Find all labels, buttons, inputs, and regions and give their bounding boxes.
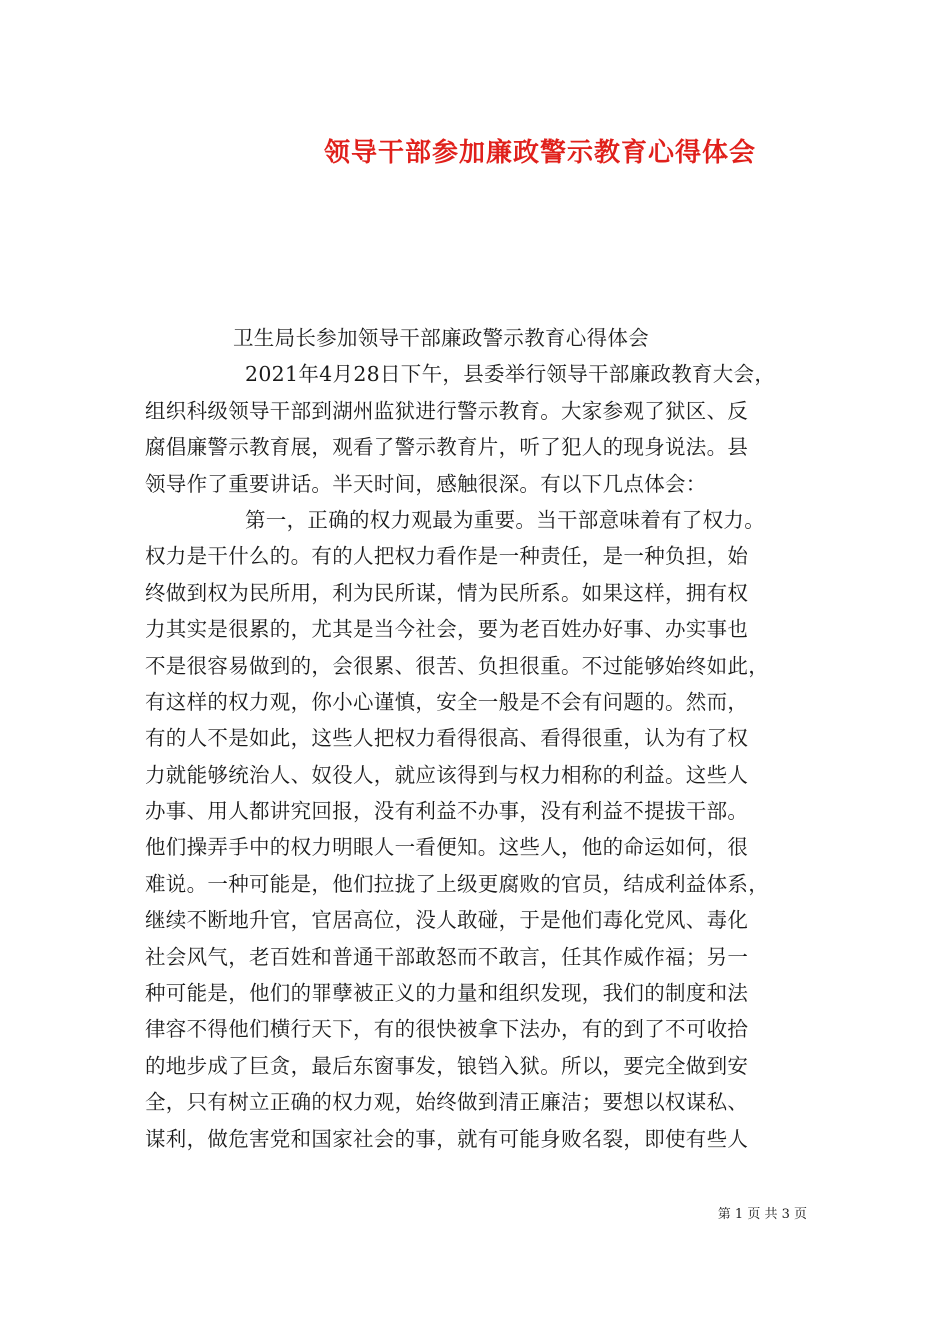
body-line: 律容不得他们横行天下，有的很快被拿下法办，有的到了不可收拾 (145, 1017, 749, 1042)
body-line: 继续不断地升官，官居高位，没人敢碰，于是他们毒化党风、毒化 (145, 908, 749, 933)
body-line: 领导作了重要讲话。半天时间，感触很深。有以下几点体会： (145, 471, 707, 496)
body-line: 第一，正确的权力观最为重要。当干部意味着有了权力。 (245, 507, 765, 532)
body-line: 办事、用人都讲究回报，没有利益不办事，没有利益不提拔干部。 (145, 799, 749, 824)
body-line: 有的人不是如此，这些人把权力看得很高、看得很重，认为有了权 (145, 726, 749, 751)
body-line: 组织科级领导干部到湖州监狱进行警示教育。大家参观了狱区、反 (145, 398, 749, 423)
body-line: 全，只有树立正确的权力观，始终做到清正廉洁；要想以权谋私、 (145, 1090, 749, 1115)
body-line: 力其实是很累的，尤其是当今社会，要为老百姓办好事、办实事也 (145, 617, 749, 642)
body-line: 种可能是，他们的罪孽被正义的力量和组织发现，我们的制度和法 (145, 981, 749, 1006)
body-line: 终做到权为民所用，利为民所谋，情为民所系。如果这样，拥有权 (145, 580, 749, 605)
body-line: 有这样的权力观，你小心谨慎，安全一般是不会有问题的。然而， (145, 689, 749, 714)
body-line: 腐倡廉警示教育展，观看了警示教育片，听了犯人的现身说法。县 (145, 435, 749, 460)
body-line: 谋利，做危害党和国家社会的事，就有可能身败名裂，即使有些人 (145, 1126, 749, 1151)
body-line: 的地步成了巨贪，最后东窗事发，锒铛入狱。所以，要完全做到安 (145, 1053, 749, 1078)
document-subtitle: 卫生局长参加领导干部廉政警示教育心得体会 (233, 326, 649, 350)
body-line: 他们操弄手中的权力明眼人一看便知。这些人，他的命运如何，很 (145, 835, 749, 860)
body-line: 2021年4月28日下午，县委举行领导干部廉政教育大会， (245, 362, 776, 387)
body-line: 力就能够统治人、奴役人，就应该得到与权力相称的利益。这些人 (145, 762, 749, 787)
body-line: 不是很容易做到的，会很累、很苦、负担很重。不过能够始终如此， (145, 653, 769, 678)
document-body (145, 320, 810, 1157)
page-number-footer: 第 1 页 共 3 页 (717, 1207, 807, 1222)
document-title: 领导干部参加廉政警示教育心得体会 (323, 138, 756, 168)
body-line: 权力是干什么的。有的人把权力看作是一种责任，是一种负担，始 (145, 544, 749, 569)
body-line: 难说。一种可能是，他们拉拢了上级更腐败的官员，结成利益体系， (145, 871, 769, 896)
body-line: 社会风气，老百姓和普通干部敢怒而不敢言，任其作威作福；另一 (145, 944, 749, 969)
